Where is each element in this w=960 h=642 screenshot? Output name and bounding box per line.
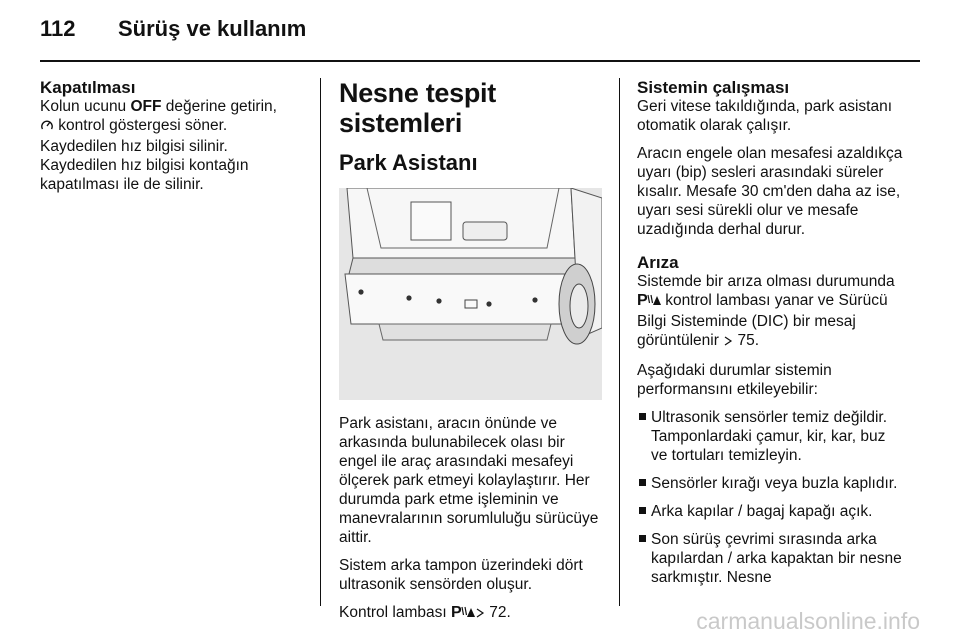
paragraph-off-post: değerine getirin, — [161, 98, 277, 115]
bullet-icon — [639, 479, 646, 486]
rear-bumper-illustration — [339, 188, 602, 400]
page-number: 112 — [40, 16, 76, 41]
paragraph-kontak: Kaydedilen hız bilgisi kontağın kapatılması ile de silinir. — [40, 157, 249, 193]
off-label: OFF — [130, 98, 162, 115]
section-header: Sürüş ve kullanım — [118, 16, 307, 41]
paragraph-uyari-sesleri: Aracın engele olan mesafesi azaldıkça uyarı (bip) sesleri arasındaki süreler kısalır. Mesafe 30 cm'den daha az ise, uyarı sesi sürekli olur ve mesafe uzadığında derhal durur. — [637, 145, 903, 238]
column-2 — [339, 78, 605, 633]
list-item — [637, 474, 905, 493]
svg-text:P: P — [637, 292, 648, 307]
list-item-text: Sensörler kırağı veya buzla kaplıdır. — [651, 475, 898, 492]
paragraph-geri-vites: Geri vitese takıldığında, park asistanı otomatik olarak çalışır. — [637, 98, 893, 134]
list-item-text: Son sürüş çevrimi sırasında arka kapılardan / arka kapaktan bir nesne sarkmıştır. Nesne — [651, 531, 902, 586]
paragraph-off — [40, 97, 308, 137]
paragraph-sensorler: Sistem arka tampon üzerindeki dört ultrasonik sensörden oluşur. — [339, 557, 583, 593]
list-item — [637, 530, 905, 587]
paragraph-ariza — [637, 272, 905, 352]
bullet-icon — [639, 413, 646, 420]
heading-sistemin-calismasi: Sistemin çalışması — [637, 78, 790, 97]
kontrol-lambasi-page: 72. — [485, 604, 511, 621]
svg-text:P: P — [451, 604, 462, 619]
bullet-icon — [639, 535, 646, 542]
ariza-page: 75. — [733, 332, 760, 349]
heading-kapatilmasi: Kapatılması — [40, 78, 136, 97]
list-item-text: Ultrasonik sensörler temiz değildir. Tamponlardaki çamur, kir, kar, buz ve tortuları temizleyin. — [651, 409, 888, 464]
list-item — [637, 502, 905, 521]
ariza-body: kontrol lambası yanar ve Sürücü Bilgi Sisteminde (DIC) bir mesaj görüntülenir — [637, 292, 888, 349]
column-1 — [40, 78, 308, 194]
bullet-list — [637, 408, 905, 587]
paragraph-performans: Aşağıdaki durumlar sistemin performansını etkileyebilir: — [637, 362, 832, 398]
park-assist-icon — [451, 603, 475, 624]
list-item-text: Arka kapılar / bagaj kapağı açık. — [651, 503, 873, 520]
column-divider-1 — [320, 78, 321, 606]
ariza-line1: Sistemde bir arıza olması durumunda — [637, 273, 895, 290]
kontrol-lambasi-pre: Kontrol lambası — [339, 604, 451, 621]
paragraph-silinir: Kaydedilen hız bilgisi silinir. — [40, 138, 228, 155]
column-divider-2 — [619, 78, 620, 606]
page-reference-icon — [723, 333, 733, 352]
park-assist-icon — [637, 291, 661, 312]
list-item — [637, 408, 905, 465]
page-reference-icon — [475, 605, 485, 624]
paragraph-off-line2: kontrol göstergesi söner. — [54, 117, 228, 134]
heading-ariza: Arıza — [637, 253, 679, 272]
watermark[interactable]: carmanualsonline.info — [696, 608, 920, 634]
cruise-control-icon — [40, 118, 54, 137]
bullet-icon — [639, 507, 646, 514]
column-3 — [637, 78, 905, 596]
paragraph-off-pre: Kolun ucunu — [40, 98, 131, 115]
paragraph-park-asistani: Park asistanı, aracın önünde ve arkasında bulunabilecek olası bir engel ile araç arasındaki mesafeyi ölçerek park etmeyi kolaylaştırır. Her durumda park etme işleminin ve manevralarının sorumluluğu sürücüye aittir. — [339, 415, 599, 546]
paragraph-kontrol-lambasi — [339, 603, 605, 624]
page-title: Nesne tespit sistemleri — [339, 78, 496, 138]
subtitle-park-asistani: Park Asistanı — [339, 150, 478, 175]
header-divider — [40, 60, 920, 62]
